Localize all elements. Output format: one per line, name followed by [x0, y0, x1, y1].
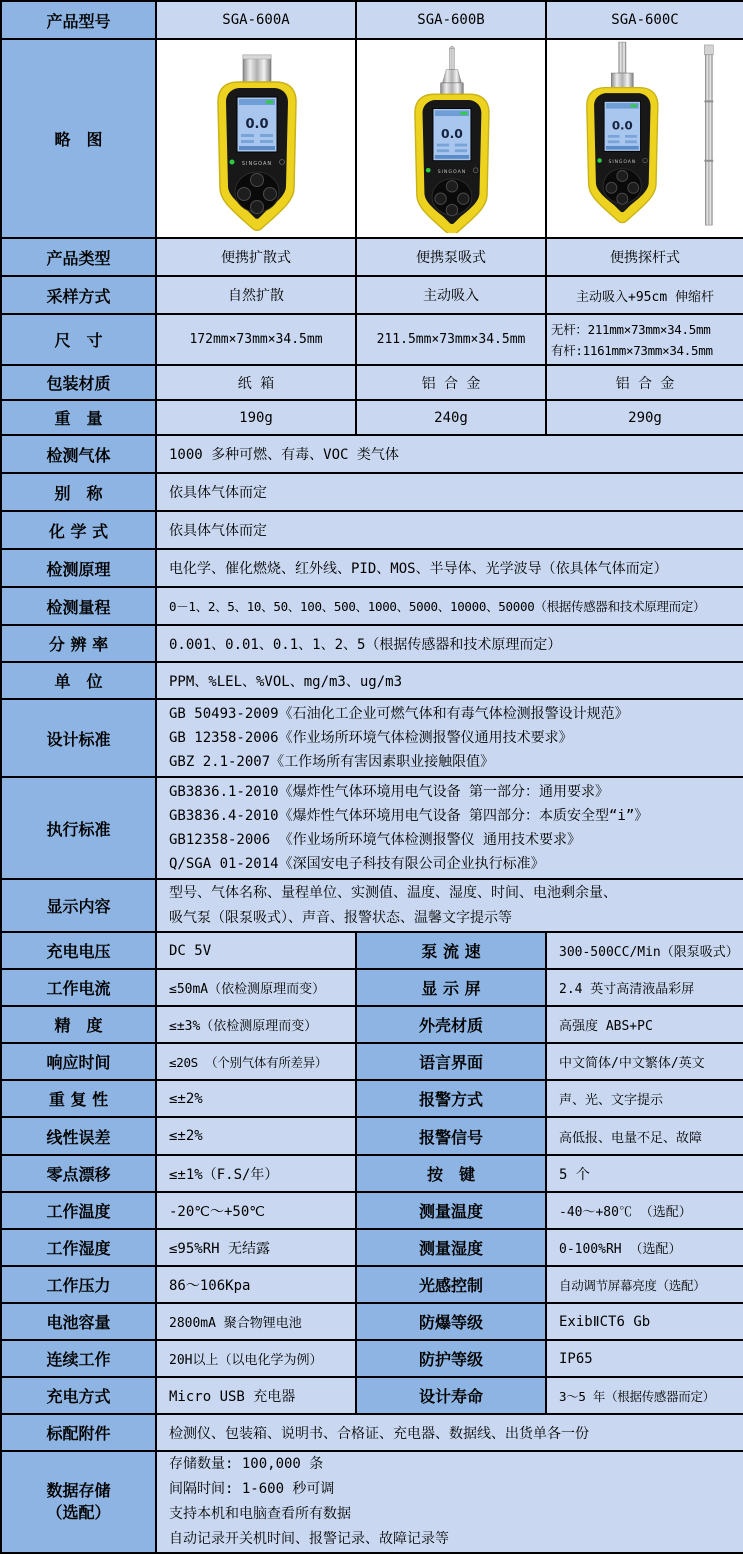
label-product-type: 产品类型 [1, 238, 156, 276]
detect-principle-value: 电化学、催化燃烧、红外线、PID、MOS、半导体、光学波导（依具体气体而定） [156, 549, 743, 587]
row-chemical-formula [1, 511, 743, 549]
label-unit: 单 位 [1, 662, 156, 699]
unit-value: PPM、%LEL、%VOL、mg/m3、ug/m3 [156, 662, 743, 699]
detect-range-value: 0－1、2、5、10、50、100、500、1000、5000、10000、50000（根据传感器和技术原理而定） [156, 587, 743, 625]
brand-label: SINGOAN [241, 161, 273, 167]
model-name-a: SGA-600A [156, 1, 356, 39]
shell-material-value: 高强度 ABS+PC [546, 1006, 743, 1043]
sampling-b: 主动吸入 [356, 276, 546, 314]
label-shell-material: 外壳材质 [356, 1006, 546, 1043]
data-storage-label-line1: 数据存储 [46, 1481, 111, 1500]
label-display-screen: 显 示 屏 [356, 969, 546, 1006]
model-name-b: SGA-600B [356, 1, 546, 39]
design-standard-line: GBZ 2.1-2007《工作场所有害因素职业接触限值》 [169, 754, 495, 770]
label-design-standard: 设计标准 [1, 699, 156, 777]
light-control-value: 自动调节屏幕亮度（选配） [546, 1266, 743, 1303]
working-temp-value: -20℃～+50℃ [156, 1192, 356, 1229]
sensor-cap-icon [243, 55, 271, 84]
alarm-signal-value: 高低报、电量不足、故障 [546, 1117, 743, 1155]
label-working-pressure: 工作压力 [1, 1266, 156, 1303]
display-screen-value: 2.4 英寸高清液晶彩屏 [546, 969, 743, 1006]
row-response-time [1, 1043, 743, 1080]
detect-gas-value: 1000 多种可燃、有毒、VOC 类气体 [156, 435, 743, 473]
label-linearity-error: 线性误差 [1, 1117, 156, 1155]
accessories-value: 检测仪、包装箱、说明书、合格证、充电器、数据线、出货单各一份 [156, 1414, 743, 1451]
resolution-value: 0.001、0.01、0.1、1、2、5（根据传感器和技术原理而定） [156, 625, 743, 662]
label-display-content: 显示内容 [1, 879, 156, 932]
size-b: 211.5mm×73mm×34.5mm [356, 314, 546, 365]
label-alarm-signal: 报警信号 [356, 1117, 546, 1155]
label-protection-rating: 防护等级 [356, 1340, 546, 1377]
data-storage-value [156, 1451, 743, 1553]
led-indicator [597, 158, 602, 163]
sketch-cell-b [356, 39, 546, 238]
row-alias [1, 473, 743, 511]
sampling-a: 自然扩散 [156, 276, 356, 314]
label-working-humidity: 工作湿度 [1, 1229, 156, 1266]
row-product-model [1, 1, 743, 39]
label-packaging: 包装材质 [1, 365, 156, 400]
data-storage-line: 支持本机和电脑查看所有数据 [169, 1506, 351, 1522]
detector-body [587, 88, 658, 223]
working-pressure-value: 86～106Kpa [156, 1266, 356, 1303]
size-c-line2: 有杆:1161mm×73mm×34.5mm [551, 342, 713, 358]
weight-b: 240g [356, 400, 546, 435]
label-alias: 别 称 [1, 473, 156, 511]
protection-rating-value: IP65 [546, 1340, 743, 1377]
label-data-storage [1, 1451, 156, 1553]
packaging-b: 铝 合 金 [356, 365, 546, 400]
row-exec-standard [1, 777, 743, 879]
row-linearity-error [1, 1117, 743, 1155]
battery-capacity-value: 2800mA 聚合物锂电池 [156, 1303, 356, 1340]
row-size [1, 314, 743, 365]
button-cluster [603, 169, 641, 205]
label-battery-capacity: 电池容量 [1, 1303, 156, 1340]
sampling-c: 主动吸入+95cm 伸缩杆 [546, 276, 743, 314]
packaging-c: 铝 合 金 [546, 365, 743, 400]
label-accuracy: 精 度 [1, 1006, 156, 1043]
row-repeatability [1, 1080, 743, 1117]
detector-unit [587, 42, 658, 223]
screen-reading: 0.0 [441, 126, 463, 141]
zero-drift-value: ≤±1%（F.S/年） [156, 1155, 356, 1192]
label-working-current: 工作电流 [1, 969, 156, 1006]
label-size: 尺 寸 [1, 314, 156, 365]
row-sampling [1, 276, 743, 314]
exec-standard-line: GB12358-2006 《作业场所环境气体检测报警仪 通用技术要求》 [169, 832, 582, 848]
detector-illustration-c [548, 40, 742, 233]
row-working-current [1, 969, 743, 1006]
size-a: 172mm×73mm×34.5mm [156, 314, 356, 365]
size-c [546, 314, 743, 365]
label-buttons: 按 键 [356, 1155, 546, 1192]
row-display-content [1, 879, 743, 932]
row-product-type [1, 238, 743, 276]
data-storage-label-line2: （选配） [46, 1503, 111, 1522]
label-product-model: 产品型号 [1, 1, 156, 39]
data-storage-line: 存储数量: 100,000 条 [169, 1456, 324, 1472]
label-exec-standard: 执行标准 [1, 777, 156, 879]
linearity-error-value: ≤±2% [156, 1117, 356, 1155]
label-detect-range: 检测量程 [1, 587, 156, 625]
alarm-mode-value: 声、光、文字提示 [546, 1080, 743, 1117]
measure-humidity-value: 0-100%RH （选配） [546, 1229, 743, 1266]
label-repeatability: 重 复 性 [1, 1080, 156, 1117]
row-detect-range [1, 587, 743, 625]
row-charge-method [1, 1377, 743, 1414]
led-indicator [426, 168, 431, 173]
label-sketch: 略 图 [1, 39, 156, 238]
label-language-ui: 语言界面 [356, 1043, 546, 1080]
sketch-cell-a [156, 39, 356, 238]
row-data-storage [1, 1451, 743, 1553]
lcd-screen [237, 97, 277, 152]
row-unit [1, 662, 743, 699]
exec-standard-line: GB3836.4-2010《爆炸性气体环境用电气设备 第四部分：本质安全型“i”》 [169, 808, 649, 824]
row-resolution [1, 625, 743, 662]
pump-flow-value: 300-500CC/Min（限泵吸式） [546, 932, 743, 969]
telescopic-rod-icon [704, 45, 713, 225]
row-working-temp [1, 1192, 743, 1229]
weight-c: 290g [546, 400, 743, 435]
row-working-humidity [1, 1229, 743, 1266]
detector-body [415, 94, 489, 233]
display-content-value [156, 879, 743, 932]
chemical-formula-value: 依具体气体而定 [156, 511, 743, 549]
label-alarm-mode: 报警方式 [356, 1080, 546, 1117]
measure-temp-value: -40～+80℃ （选配） [546, 1192, 743, 1229]
label-detect-gas: 检测气体 [1, 435, 156, 473]
probe-icon [611, 42, 633, 88]
button-cluster [432, 179, 472, 216]
lcd-screen [433, 109, 471, 161]
size-c-line1: 无杆：211mm×73mm×34.5mm [551, 321, 711, 337]
screen-reading: 0.0 [245, 117, 269, 132]
model-name-c: SGA-600C [546, 1, 743, 39]
row-sketch [1, 39, 743, 238]
data-storage-line: 间隔时间: 1-600 秒可调 [169, 1481, 335, 1497]
label-measure-humidity: 测量湿度 [356, 1229, 546, 1266]
response-time-value: ≤20S （个别气体有所差异） [156, 1043, 356, 1080]
label-weight: 重 量 [1, 400, 156, 435]
working-humidity-value: ≤95%RH 无结露 [156, 1229, 356, 1266]
label-light-control: 光感控制 [356, 1266, 546, 1303]
repeatability-value: ≤±2% [156, 1080, 356, 1117]
row-accuracy [1, 1006, 743, 1043]
exec-standard-line: GB3836.1-2010《爆炸性气体环境用电气设备 第一部分：通用要求》 [169, 784, 610, 800]
design-life-value: 3～5 年（根据传感器而定） [546, 1377, 743, 1414]
label-response-time: 响应时间 [1, 1043, 156, 1080]
product-type-a: 便携扩散式 [156, 238, 356, 276]
product-type-c: 便携探杆式 [546, 238, 743, 276]
brand-label: SINGOAN [608, 160, 637, 166]
label-continuous-work: 连续工作 [1, 1340, 156, 1377]
lcd-screen [604, 101, 640, 151]
weight-a: 190g [156, 400, 356, 435]
label-accessories: 标配附件 [1, 1414, 156, 1451]
row-detect-principle [1, 549, 743, 587]
display-content-line: 型号、气体名称、量程单位、实测值、温度、湿度、时间、电池剩余量、 [169, 884, 617, 901]
charge-method-value: Micro USB 充电器 [156, 1377, 356, 1414]
label-detect-principle: 检测原理 [1, 549, 156, 587]
label-charge-voltage: 充电电压 [1, 932, 156, 969]
label-chemical-formula: 化 学 式 [1, 511, 156, 549]
data-storage-line: 自动记录开关机时间、报警记录、故障记录等 [169, 1531, 449, 1547]
continuous-work-value: 20H以上（以电化学为例） [156, 1340, 356, 1377]
brand-label: SINGOAN [437, 170, 467, 176]
alias-value: 依具体气体而定 [156, 473, 743, 511]
explosion-proof-value: ExibⅡCT6 Gb [546, 1303, 743, 1340]
label-pump-flow: 泵 流 速 [356, 932, 546, 969]
label-sampling: 采样方式 [1, 276, 156, 314]
row-weight [1, 400, 743, 435]
led-indicator [230, 160, 235, 165]
language-ui-value: 中文简体/中文繁体/英文 [546, 1043, 743, 1080]
label-design-life: 设计寿命 [356, 1377, 546, 1414]
label-working-temp: 工作温度 [1, 1192, 156, 1229]
row-detect-gas [1, 435, 743, 473]
exec-standard-value [156, 777, 743, 879]
working-current-value: ≤50mA（依检测原理而变） [156, 969, 356, 1006]
label-explosion-proof: 防爆等级 [356, 1303, 546, 1340]
detector-body [218, 82, 296, 230]
packaging-a: 纸 箱 [156, 365, 356, 400]
design-standard-line: GB 50493-2009《石油化工企业可燃气体和有毒气体检测报警设计规范》 [169, 706, 629, 722]
label-charge-method: 充电方式 [1, 1377, 156, 1414]
design-standard-value [156, 699, 743, 777]
product-type-b: 便携泵吸式 [356, 238, 546, 276]
sketch-cell-c [546, 39, 743, 238]
row-working-pressure [1, 1266, 743, 1303]
label-zero-drift: 零点漂移 [1, 1155, 156, 1192]
exec-standard-line: Q/SGA 01-2014《深国安电子科技有限公司企业执行标准》 [169, 856, 545, 872]
design-standard-line: GB 12358-2006《作业场所环境气体检测报警仪通用技术要求》 [169, 730, 573, 746]
row-packaging [1, 365, 743, 400]
display-content-line: 吸气泵（限泵吸式）、声音、报警状态、温馨文字提示等 [169, 909, 512, 926]
screen-reading: 0.0 [611, 118, 633, 133]
row-continuous-work [1, 1340, 743, 1377]
row-zero-drift [1, 1155, 743, 1192]
row-charge-voltage [1, 932, 743, 969]
detector-illustration-b [358, 40, 544, 233]
label-measure-temp: 测量温度 [356, 1192, 546, 1229]
row-battery-capacity [1, 1303, 743, 1340]
accuracy-value: ≤±3%（依检测原理而变） [156, 1006, 356, 1043]
buttons-value: 5 个 [546, 1155, 743, 1192]
row-design-standard [1, 699, 743, 777]
probe-icon [441, 46, 464, 95]
detector-illustration-a [158, 40, 354, 233]
charge-voltage-value: DC 5V [156, 932, 356, 969]
row-accessories [1, 1414, 743, 1451]
label-resolution: 分 辨 率 [1, 625, 156, 662]
